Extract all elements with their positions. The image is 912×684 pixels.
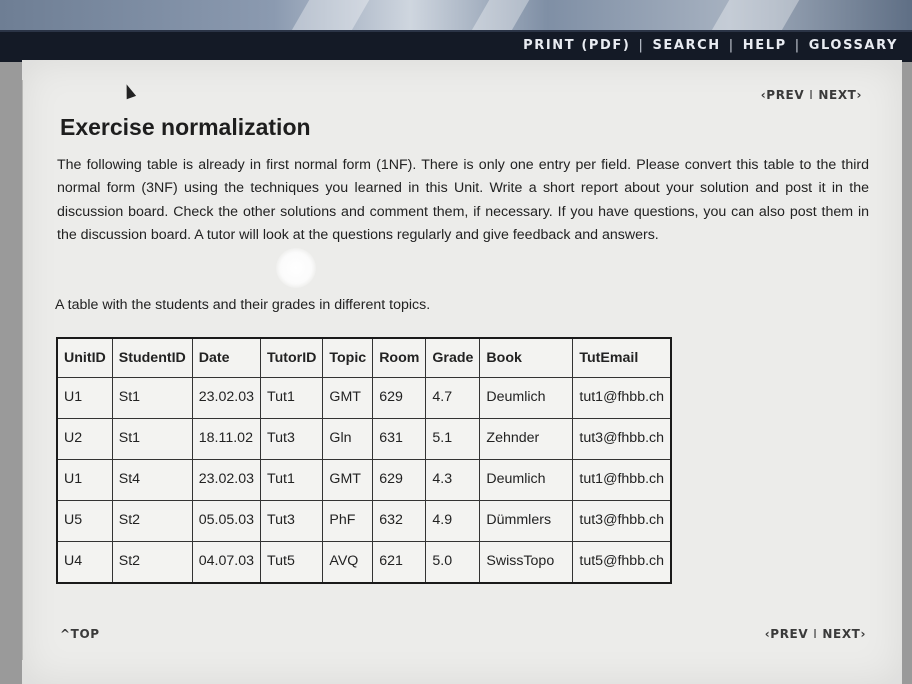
top-navigation-bar (0, 30, 912, 62)
table-cell: GMT (323, 378, 373, 419)
table-cell: Gln (323, 419, 373, 460)
table-cell: Tut3 (261, 501, 323, 542)
print-pdf-link[interactable]: PRINT (PDF) (523, 38, 631, 53)
table-cell: Dümmlers (480, 501, 573, 542)
table-cell: St2 (112, 542, 192, 584)
table-row (57, 501, 671, 542)
prev-link[interactable]: ‹PREV (764, 627, 809, 641)
intro-paragraph: The following table is already in first normal form (1NF). There is only one entry per field. Please convert this table to the third normal form (3NF) using the techniques you learned in this Unit. Write a short report about your solution and post it in the discussion board. Check the other solutions and comment them, if necessary. If you have questions, you can also post them in the discussion board. A tutor will look at the questions regularly and give feedback and answers. (57, 157, 869, 244)
table-cell: Tut3 (261, 419, 323, 460)
header-tutorid: TutorID (261, 338, 323, 378)
table-cell: Deumlich (480, 460, 573, 501)
banner-decoration (471, 0, 529, 32)
pager-bottom (765, 627, 866, 641)
mouse-cursor-icon (122, 83, 136, 100)
table-cell: 04.07.03 (192, 542, 260, 584)
search-link[interactable]: SEARCH (652, 38, 721, 53)
header-unitid: UnitID (57, 338, 112, 378)
table-cell: Tut1 (261, 378, 323, 419)
content-page (22, 60, 902, 684)
table-cell: 629 (373, 378, 426, 419)
table-row (57, 419, 671, 460)
next-link[interactable]: NEXT› (818, 88, 862, 102)
table-cell: Tut5 (261, 542, 323, 584)
table-cell: St4 (112, 460, 192, 501)
page-title: Exercise normalization (60, 114, 311, 140)
nav-separator: | (638, 38, 645, 53)
table-cell: 4.9 (426, 501, 480, 542)
table-cell: 4.3 (426, 460, 480, 501)
table-cell: U1 (57, 378, 112, 419)
table-cell: PhF (323, 501, 373, 542)
table-cell: tut1@fhbb.ch (573, 460, 671, 501)
table-cell: Tut1 (261, 460, 323, 501)
pager-separator: I (809, 88, 814, 102)
table-header-row (57, 338, 671, 378)
table-cell: U5 (57, 501, 112, 542)
header-book: Book (480, 338, 573, 378)
prev-link[interactable]: ‹PREV (760, 88, 805, 102)
back-to-top-link[interactable]: ^TOP (60, 627, 100, 641)
table-cell: AVQ (323, 542, 373, 584)
banner-decoration (291, 0, 369, 32)
glossary-link[interactable]: GLOSSARY (808, 38, 898, 53)
header-grade: Grade (426, 338, 480, 378)
table-cell: U2 (57, 419, 112, 460)
table-cell: 631 (373, 419, 426, 460)
nav-links (523, 38, 898, 53)
table-cell: tut5@fhbb.ch (573, 542, 671, 584)
table-cell: St1 (112, 378, 192, 419)
grades-table (56, 337, 672, 584)
table-cell: 23.02.03 (192, 378, 260, 419)
header-banner-image (0, 0, 912, 32)
table-cell: St2 (112, 501, 192, 542)
header-date: Date (192, 338, 260, 378)
table-cell: tut3@fhbb.ch (573, 501, 671, 542)
table-cell: 629 (373, 460, 426, 501)
table-cell: 23.02.03 (192, 460, 260, 501)
table-cell: 621 (373, 542, 426, 584)
table-cell: 632 (373, 501, 426, 542)
nav-separator: | (794, 38, 801, 53)
table-cell: 5.1 (426, 419, 480, 460)
table-cell: Deumlich (480, 378, 573, 419)
table-cell: tut1@fhbb.ch (573, 378, 671, 419)
table-cell: Zehnder (480, 419, 573, 460)
banner-decoration (711, 0, 799, 32)
table-cell: U1 (57, 460, 112, 501)
screen-glare (276, 248, 316, 288)
next-link[interactable]: NEXT› (822, 627, 866, 641)
table-cell: SwissTopo (480, 542, 573, 584)
page-border (22, 80, 23, 660)
table-cell: U4 (57, 542, 112, 584)
table-cell: tut3@fhbb.ch (573, 419, 671, 460)
table-cell: 4.7 (426, 378, 480, 419)
table-cell: GMT (323, 460, 373, 501)
help-link[interactable]: HELP (742, 38, 787, 53)
table-row (57, 542, 671, 584)
table-row (57, 460, 671, 501)
table-cell: 05.05.03 (192, 501, 260, 542)
table-cell: St1 (112, 419, 192, 460)
table-row (57, 378, 671, 419)
table-caption: A table with the students and their grades in different topics. (55, 297, 431, 313)
pager-top (761, 88, 862, 102)
header-room: Room (373, 338, 426, 378)
header-tutemail: TutEmail (573, 338, 671, 378)
table-cell: 5.0 (426, 542, 480, 584)
header-topic: Topic (323, 338, 373, 378)
table-cell: 18.11.02 (192, 419, 260, 460)
pager-separator: I (813, 627, 818, 641)
header-studentid: StudentID (112, 338, 192, 378)
nav-separator: | (728, 38, 735, 53)
